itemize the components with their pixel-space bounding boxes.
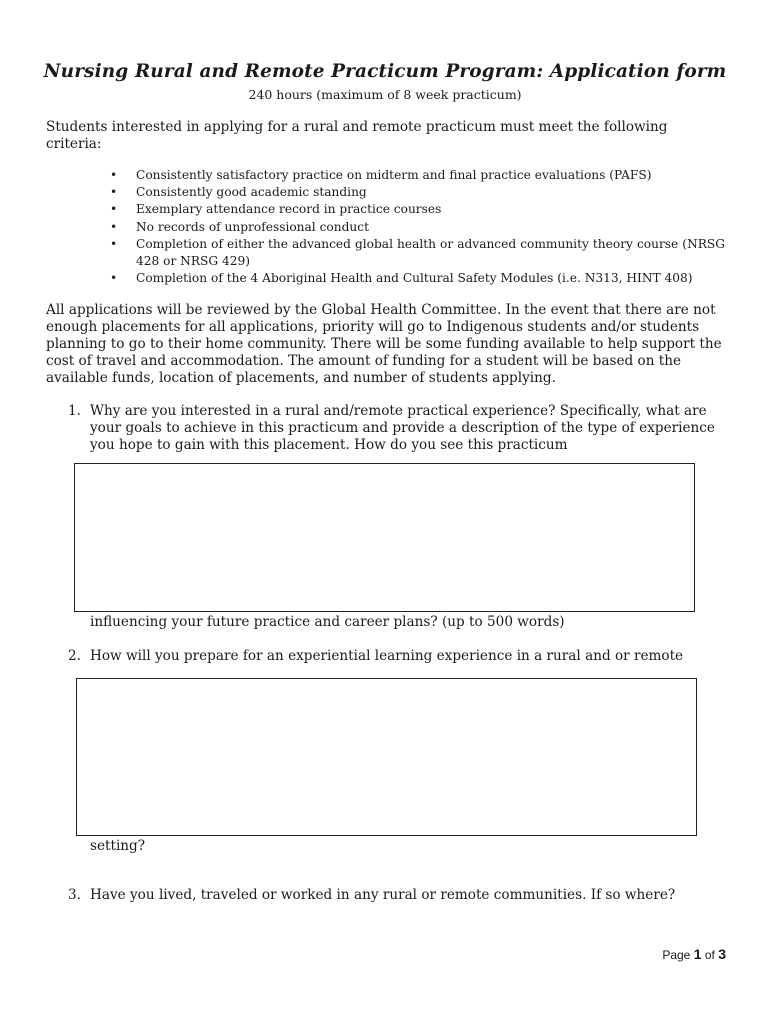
bullet-icon: • [110, 202, 118, 217]
intro-text: Students interested in applying for a rural and remote practicum must meet the following criteria: [46, 119, 668, 152]
page-total: 3 [718, 946, 726, 962]
criteria-item: • Consistently good academic standing [110, 184, 725, 201]
question-number: 3. [68, 887, 81, 903]
answer-box-1[interactable] [74, 463, 695, 612]
criteria-list [110, 167, 725, 287]
form-subtitle: 240 hours (maximum of 8 week practicum) [248, 87, 522, 102]
bullet-icon: • [110, 168, 118, 182]
criteria-item: • Completion of the 4 Aboriginal Health and Cultural Safety Modules (i.e. N313, HINT 408) [110, 270, 725, 287]
question-number: 1. [68, 403, 81, 419]
page-label: Page [662, 948, 691, 962]
criteria-item: • No records of unprofessional conduct [110, 219, 725, 236]
page-footer [662, 946, 726, 962]
criteria-item: • Completion of either the advanced global health or advanced community theory course (NRSG 428 or NRSG 429) [110, 236, 725, 269]
question-text: How will you prepare for an experiential learning experience in a rural and or remote [90, 648, 684, 664]
bullet-icon: • [110, 185, 118, 200]
of-label: of [704, 948, 715, 962]
form-title: Nursing Rural and Remote Practicum Program: Application form [43, 61, 727, 82]
answer-box-2[interactable] [76, 678, 697, 836]
question-text: Why are you interested in a rural and/remote practical experience? Specifically, what are your goals to achieve in this practicum and provide a description of the type of experience you hope to gain with this placement. How do you see this practicum [90, 403, 715, 453]
question-3 [68, 887, 728, 905]
question-1-continuation: influencing your future practice and career plans? (up to 500 words) [90, 614, 565, 630]
criteria-item: • Consistently satisfactory practice on midterm and final practice evaluations (PAFS) [110, 167, 725, 184]
criteria-item: • Exemplary attendance record in practice courses [110, 201, 725, 218]
review-paragraph: All applications will be reviewed by the Global Health Committee. In the event that there are not enough placements for all applications, priority will go to Indigenous students and/or students planning to go to their home community. There will be some funding available to help support the cost of travel and accommodation. The amount of funding for a student will be based on the available funds, location of placements, and number of students applying. [46, 302, 722, 386]
page-number: 1 [693, 946, 702, 962]
bullet-icon: • [110, 271, 118, 286]
question-number: 2. [68, 648, 81, 664]
bullet-icon: • [110, 236, 118, 251]
question-text: Have you lived, traveled or worked in any rural or remote communities. If so where? [90, 887, 676, 903]
question-2-continuation: setting? [90, 838, 146, 854]
bullet-icon: • [110, 219, 118, 234]
question-2 [68, 648, 728, 666]
question-1 [68, 403, 728, 455]
